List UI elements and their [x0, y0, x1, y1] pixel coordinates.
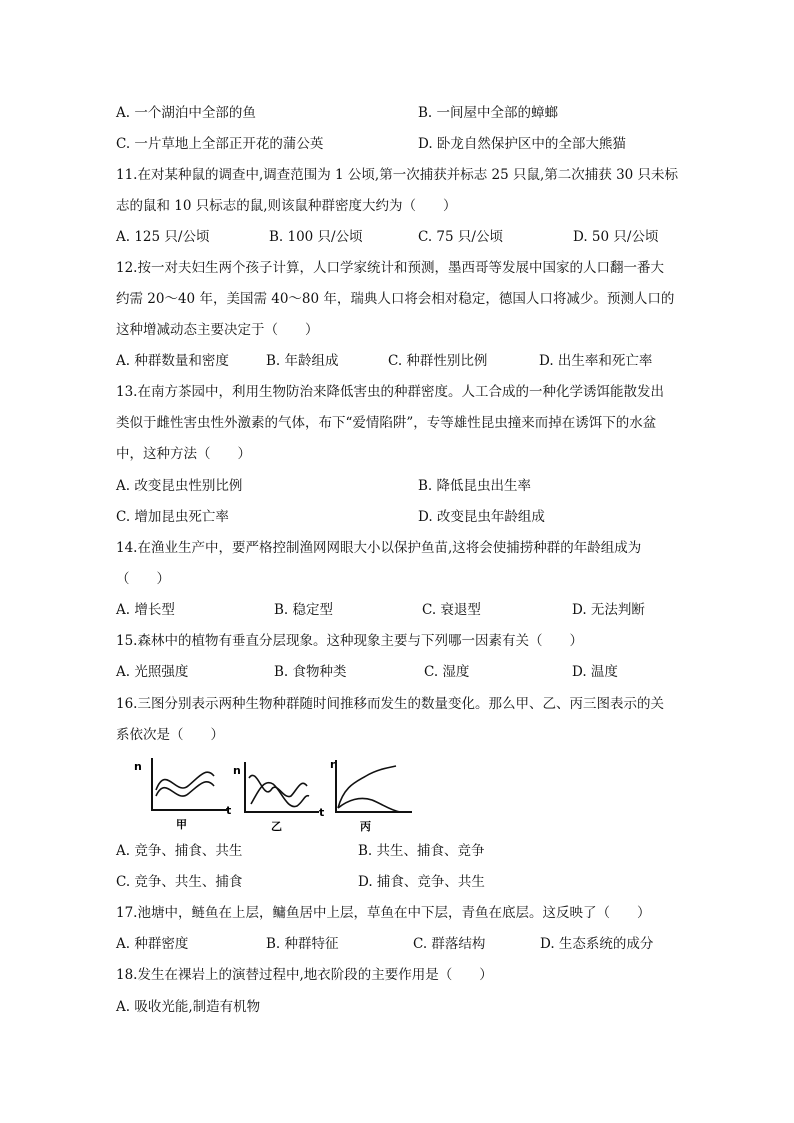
q11-option-c: C. 75 只/公顷: [418, 229, 503, 245]
q13-stem-line1: 13.在南方茶园中，利用生物防治来降低害虫的种群密度。人工合成的一种化学诱饵能散发出: [116, 384, 664, 400]
graph-bing: [326, 756, 426, 832]
graph-bing-n-label: n: [330, 758, 338, 771]
graph-bing-label: 丙: [360, 820, 371, 833]
graph-jia: [130, 756, 230, 832]
q16-option-c: C. 竞争、共生、捕食: [116, 874, 243, 890]
q10-option-b: B. 一间屋中全部的蟑螂: [418, 105, 559, 121]
q18-option-a: A. 吸收光能,制造有机物: [116, 999, 261, 1015]
graph-jia-label: 甲: [176, 818, 187, 831]
q17-option-a: A. 种群密度: [116, 936, 189, 952]
q16-option-d: D. 捕食、竞争、共生: [358, 874, 485, 890]
q15-option-c: C. 湿度: [424, 664, 470, 680]
q13-stem-line2: 类似于雌性害虫性外激素的气体，布下“爱情陷阱”，专等雄性昆虫撞来而掉在诱饵下的水盆: [116, 415, 657, 431]
graph-yi-curve-2: [251, 783, 309, 807]
graph-bing-curve-2: [338, 798, 400, 812]
q11-stem-line2: 志的鼠和 10 只标志的鼠,则该鼠种群密度大约为（ ）: [116, 198, 457, 214]
q14-option-c: C. 衰退型: [422, 602, 481, 618]
q16-stem-line2: 系依次是（ ）: [116, 727, 224, 743]
q10-option-a: A. 一个湖泊中全部的鱼: [116, 105, 256, 121]
q10-option-c: C. 一片草地上全部正开花的蒲公英: [116, 136, 324, 152]
q17-option-c: C. 群落结构: [413, 936, 486, 952]
q12-option-b: B. 年龄组成: [266, 353, 339, 369]
q12-option-a: A. 种群数量和密度: [116, 353, 229, 369]
q12-stem-line3: 这种增减动态主要决定于（ ）: [116, 322, 319, 338]
q14-stem-line1: 14.在渔业生产中，要严格控制渔网网眼大小以保护鱼苗,这将会使捕捞种群的年龄组成为: [116, 540, 642, 556]
q11-option-b: B. 100 只/公顷: [269, 229, 363, 245]
q13-option-a: A. 改变昆虫性别比例: [116, 478, 243, 494]
q13-option-b: B. 降低昆虫出生率: [418, 478, 532, 494]
q17-option-d: D. 生态系统的成分: [540, 936, 654, 952]
graph-yi: [227, 756, 327, 832]
q15-option-d: D. 温度: [572, 664, 618, 680]
q13-stem-line3: 中，这种方法（ ）: [116, 446, 251, 462]
q13-option-c: C. 增加昆虫死亡率: [116, 509, 229, 525]
q14-option-d: D. 无法判断: [572, 602, 645, 618]
q14-option-a: A. 增长型: [116, 602, 175, 618]
population-graphs: [130, 756, 420, 832]
q16-option-b: B. 共生、捕食、竞争: [358, 843, 485, 859]
q17-stem-line1: 17.池塘中，鲢鱼在上层，鳙鱼居中上层，草鱼在中下层，青鱼在底层。这反映了（ ）: [116, 905, 651, 921]
q12-stem-line2: 约需 20～40 年，美国需 40～80 年，瑞典人口将会相对稳定，德国人口将减少。预测人口的: [116, 291, 675, 307]
q11-stem-line1: 11.在对某种鼠的调查中,调查范围为 1 公顷,第一次捕获并标志 25 只鼠,第二次捕获 30 只未标: [116, 167, 679, 183]
q15-option-a: A. 光照强度: [116, 664, 189, 680]
graph-jia-t-label: t: [226, 804, 232, 817]
q15-stem-line1: 15.森林中的植物有垂直分层现象。这种现象主要与下列哪一因素有关（ ）: [116, 633, 583, 649]
q16-option-a: A. 竞争、捕食、共生: [116, 843, 243, 859]
q13-option-d: D. 改变昆虫年龄组成: [418, 509, 545, 525]
q11-option-d: D. 50 只/公顷: [573, 229, 659, 245]
graph-jia-curve-2: [156, 782, 214, 796]
q16-stem-line1: 16.三图分别表示两种生物种群随时间推移而发生的数量变化。那么甲、乙、丙三图表示的关: [116, 696, 664, 712]
q15-option-b: B. 食物种类: [274, 664, 347, 680]
graph-yi-axes: [245, 762, 319, 812]
q11-option-a: A. 125 只/公顷: [116, 229, 210, 245]
q17-option-b: B. 种群特征: [266, 936, 339, 952]
graph-yi-n-label: n: [233, 764, 241, 777]
q12-option-d: D. 出生率和死亡率: [539, 353, 653, 369]
graph-yi-label: 乙: [271, 820, 282, 833]
graph-bing-axes: [336, 760, 412, 812]
q10-option-d: D. 卧龙自然保护区中的全部大熊猫: [418, 136, 626, 152]
q12-stem-line1: 12.按一对夫妇生两个孩子计算，人口学家统计和预测，墨西哥等发展中国家的人口翻一番大: [116, 260, 664, 276]
graph-yi-t-label: t: [319, 806, 325, 819]
q14-stem-line2: （ ）: [116, 571, 170, 587]
q14-option-b: B. 稳定型: [274, 602, 334, 618]
q18-stem-line1: 18.发生在裸岩上的演替过程中,地衣阶段的主要作用是（ ）: [116, 967, 493, 983]
q12-option-c: C. 种群性别比例: [388, 353, 488, 369]
graph-jia-n-label: n: [134, 760, 142, 773]
